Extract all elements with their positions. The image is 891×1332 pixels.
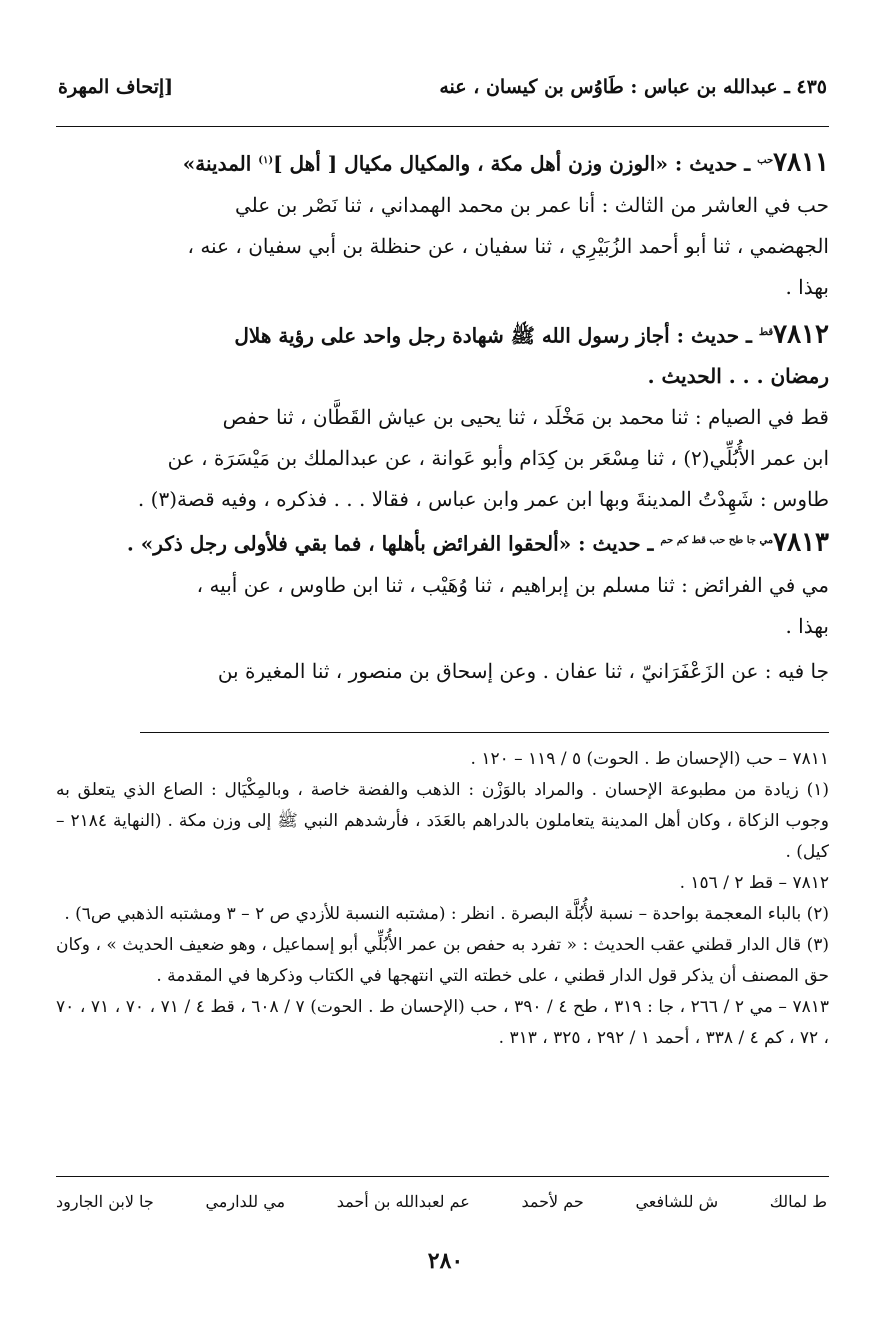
footnote: ٧٨١٣ – مي ٢ / ٢٦٦ ، جا : ٣١٩ ، طح ٤ / ٣٩٠ ، حب (الإحسان ط . الحوت) ٧ / ٦٠٨ ، قط ٤ / ٧١ ، ٧٠ ، ٧١ ، ٧٠ ، ٧٢ ، كم ٤ / ٣٣٨ ، أحمد ١ / ٢٩٢ ، ٣٢٥ ، ٣١٣ .	[56, 997, 830, 1048]
abbrev-item: جا لابن الجارود	[56, 1192, 154, 1211]
entry-heading	[56, 140, 829, 185]
abbrev-item: مي للدارمي	[205, 1192, 286, 1211]
entry-source-tag: مي جا طح حب قط كم حم	[660, 535, 774, 547]
entry-line: جا فيه : عن الزَعْفَرَانيّ ، ثنا عفان . وعن إسحاق بن منصور ، ثنا المغيرة بن	[217, 658, 829, 683]
footnote-rule	[140, 732, 829, 733]
abbrev-item: ط لمالك	[769, 1192, 827, 1211]
entry-heading-text: ـ حديث : «ألحقوا الفرائض بأهلها ، فما بقي فلأولى رجل ذكر» .	[126, 531, 654, 556]
entry-heading-text: ـ حديث : أجاز رسول الله ﷺ شهادة رجل واحد على رؤية هلال	[234, 323, 752, 348]
entry-line: مي في الفرائض : ثنا مسلم بن إبراهيم ، ثنا وُهَيْب ، ثنا ابن طاوس ، عن أبيه ،	[196, 572, 829, 597]
entry-heading-continued: رمضان . . . الحديث .	[647, 364, 829, 389]
footnote-ref: (١)	[258, 155, 274, 166]
entry-number: ٧٨١٢	[773, 319, 829, 350]
abbrev-item: ش للشافعي	[635, 1192, 719, 1211]
header-chapter: ٤٣٥ ـ عبدالله بن عباس : طَاوُس بن كيسان ، عنه	[439, 76, 827, 98]
entry-line: ابن عمر الأُبُلِّي(٢) ، ثنا مِسْعَر بن كِدَام وأبو عَوانة ، عن عبدالملك بن مَيْسَرَة ، عن	[167, 446, 829, 471]
entry-source-tag: قط	[758, 326, 774, 338]
abbreviation-key	[56, 1192, 827, 1211]
header-book-title: [إتحاف المهرة	[58, 76, 174, 98]
entry-heading-text: ـ حديث : «الوزن وزن أهل مكة ، والمكيال مكيال [ أهل ]	[273, 151, 751, 176]
footer-rule	[56, 1176, 829, 1177]
entry-number: ٧٨١١	[773, 147, 829, 178]
footnotes	[56, 744, 829, 1054]
main-text	[56, 140, 829, 692]
footnote: (٢) بالباء المعجمة بواحدة – نسبة لأُبُلَّة البصرة . انظر : (مشتبه النسبة للأزدي ص ٢ – ٣ ومشتبه الذهبي ص٦) .	[64, 904, 829, 924]
entry-line: قط في الصيام : ثنا محمد بن مَخْلَد ، ثنا يحيى بن عياش القَطَّان ، ثنا حفص	[222, 405, 829, 430]
entry-heading	[56, 520, 829, 565]
abbrev-item: حم لأحمد	[521, 1192, 584, 1211]
abbrev-item: عم لعبدالله بن أحمد	[336, 1192, 470, 1211]
footnote: (١) زيادة من مطبوعة الإحسان . والمراد بالوَزْن : الذهب والفضة خاصة ، وبالمِكْيَال : الصاع الذي يتعلق به وجوب الزكاة ، وكان أهل المدينة يتعاملون بالدراهم بالعَدَد ، فأرشدهم النبي ﷺ إلى وزن مكة . (النهاية ٢١٨٤ – كيل) .	[56, 780, 830, 862]
footnote: ٧٨١٢ – قط ٢ / ١٥٦ .	[679, 873, 829, 893]
entry-number: ٧٨١٣	[773, 527, 829, 558]
header-rule	[56, 126, 829, 127]
entry-line: بهذا .	[785, 274, 829, 299]
footnote: (٣) قال الدار قطني عقب الحديث : « تفرد به حفص بن عمر الأُبُلِّي أبو إسماعيل ، وهو ضعيف الحديث » ، وكان حق المصنف أن يذكر قول الدار قطني ، على خطته التي انتهجها في الكتاب وذكرها في المقدمة .	[56, 935, 829, 986]
entry-line: بهذا .	[785, 613, 829, 638]
entry-source-tag: حب	[757, 155, 774, 166]
entry-line: طاوس : شَهِدْتُ المدينةَ وبها ابن عمر وابن عباس ، فقالا . . . فذكره ، وفيه قصة(٣) .	[137, 487, 829, 512]
entry-line: الجهضمي ، ثنا أبو أحمد الزُبَيْرِي ، ثنا سفيان ، عن حنظلة بن أبي سفيان ، عنه ،	[187, 233, 829, 258]
footnote: ٧٨١١ – حب (الإحسان ط . الحوت) ٥ / ١١٩ – ١٢٠ .	[470, 749, 829, 769]
entry-line: حب في العاشر من الثالث : أنا عمر بن محمد الهمداني ، ثنا نَصْر بن علي	[234, 192, 829, 217]
page-number: ٢٨٠	[427, 1248, 464, 1274]
entry-heading	[56, 312, 829, 357]
running-header	[58, 76, 827, 98]
entry-heading-end: المدينة»	[182, 151, 259, 176]
